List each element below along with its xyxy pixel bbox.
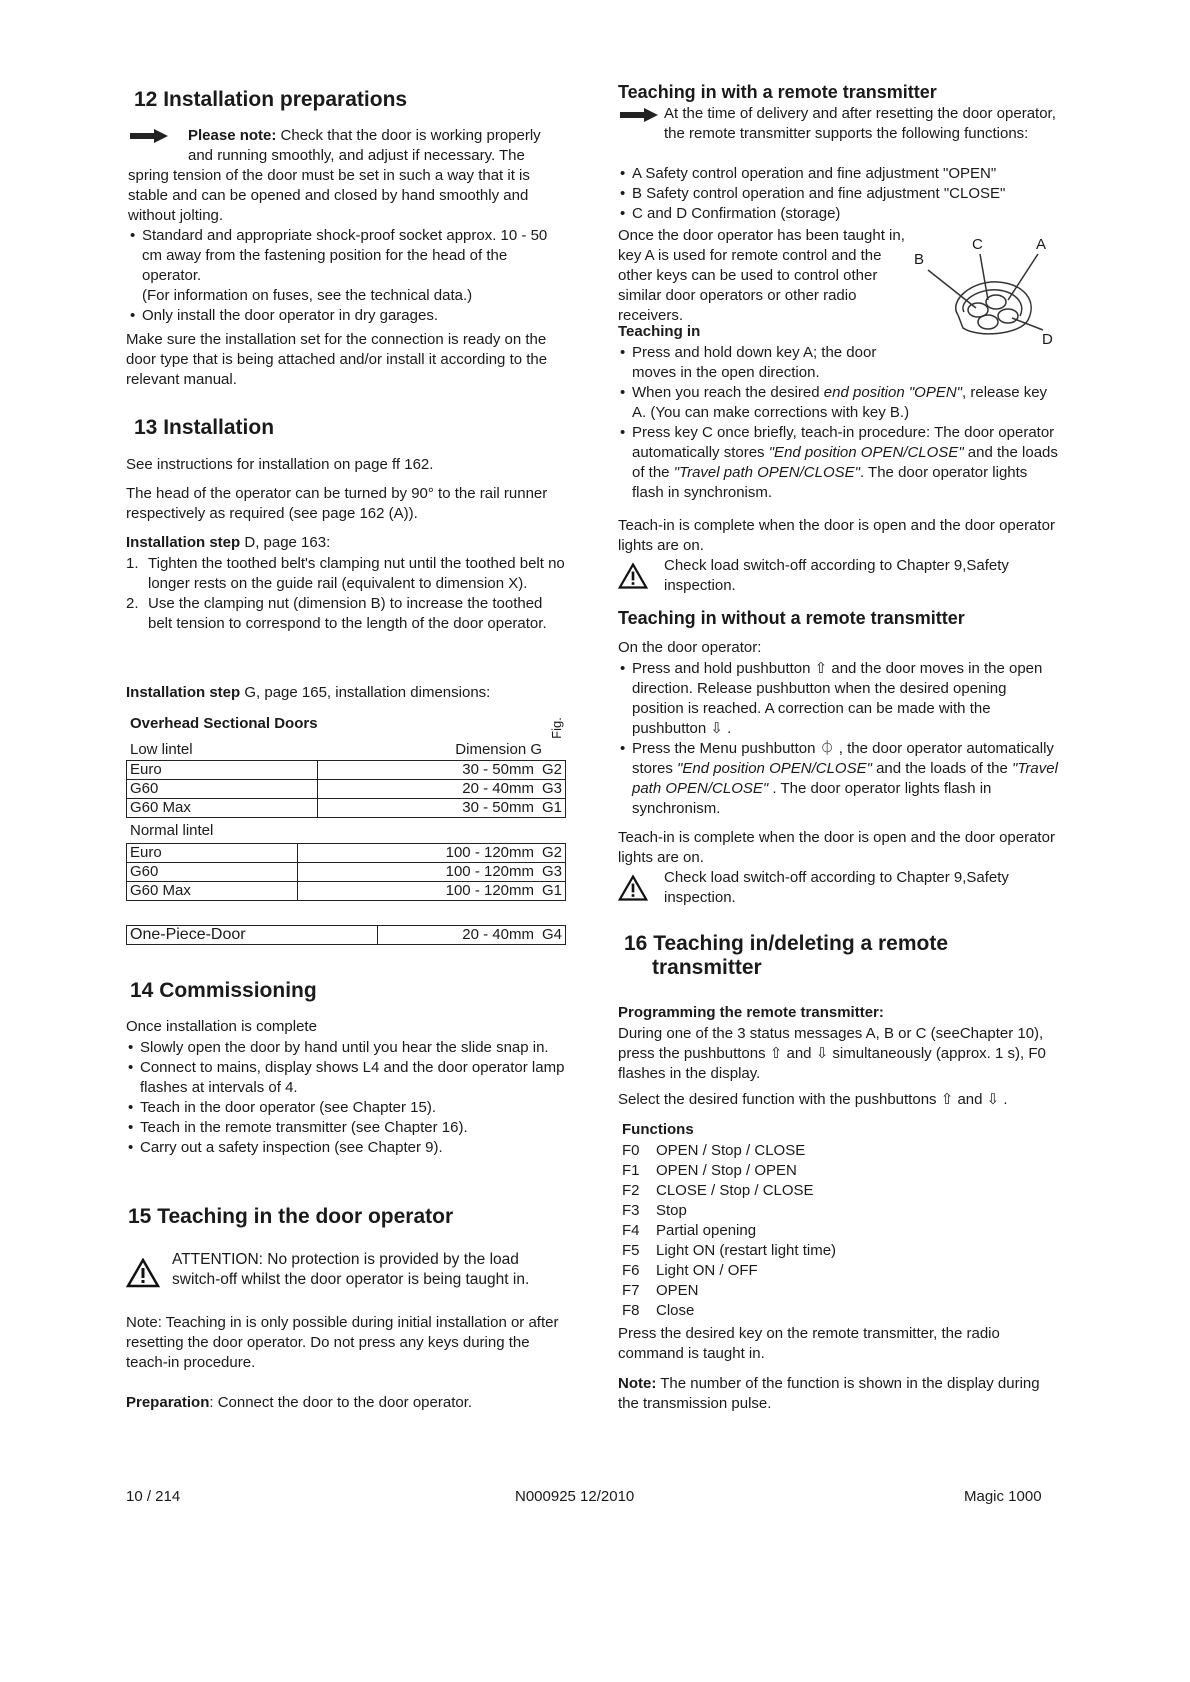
list-item: • B Safety control operation and fine adjustment "CLOSE" — [618, 184, 1058, 204]
without-remote-complete: Teach-in is complete when the door is open and the door operator lights are on. — [618, 829, 1055, 866]
list-item: • Teach in the door operator (see Chapter 15). — [126, 1098, 566, 1118]
install-steps — [126, 554, 566, 634]
dimension-header: Dimension G — [455, 741, 542, 758]
programming-text: During one of the 3 status messages A, B or C (seeChapter 10), press the pushbuttons ⇧ and ⇩ simultaneously (approx. 1 s), F0 flashes in the display. — [618, 1025, 1046, 1082]
list-item: F5 Light ON (restart light time) — [622, 1242, 837, 1259]
list-item: • Connect to mains, display shows L4 and the door operator lamp flashes at intervals of 4. — [126, 1058, 566, 1098]
list-item: F2 CLOSE / Stop / CLOSE — [622, 1182, 814, 1199]
press-key-text: Press the desired key on the remote transmitter, the radio command is taught in. — [618, 1325, 1000, 1362]
list-item: F3 Stop — [622, 1202, 687, 1219]
one-piece-table — [126, 925, 566, 945]
dimensions-table — [126, 714, 566, 945]
list-item: • Press key C once briefly, teach-in procedure: The door operator automatically stores "End position OPEN/CLOSE" and the loads of the "Travel path OPEN/CLOSE". The door operator lights flash in synchronism. — [618, 423, 1058, 503]
list-item: • Slowly open the door by hand until you hear the slide snap in. — [126, 1038, 566, 1058]
section-13-p1: See instructions for installation on page ff 162. — [126, 456, 434, 473]
without-remote-intro: On the door operator: — [618, 639, 762, 656]
section-12-closing: Make sure the installation set for the connection is ready on the door type that is being attached and/or install it according to the relevant manual. — [126, 331, 548, 388]
list-item: F8 Close — [622, 1302, 695, 1319]
remote-functions — [618, 164, 1058, 224]
list-item: • A Safety control operation and fine adjustment "OPEN" — [618, 164, 1058, 184]
install-step-d: Installation step D, page 163: — [126, 534, 331, 551]
list-item: • Carry out a safety inspection (see Chapter 9). — [126, 1138, 566, 1158]
document-number: N000925 12/2010 — [515, 1488, 635, 1505]
teaching-in-label: Teaching in — [618, 323, 701, 340]
remote-transmitter-illustration — [908, 230, 1068, 360]
low-lintel-table — [126, 760, 566, 818]
list-item: • Standard and appropriate shock-proof socket approx. 10 - 50 cm away from the fastening position for the head of the operator. (For information on fuses, see the technical data.) — [128, 226, 568, 306]
table-row: Euro 30 - 50mm G2 — [127, 761, 566, 780]
functions-list — [622, 1141, 1052, 1321]
section-12-note: Please note: Check that the door is working properly and running smoothly, and adjust if necessary. The spring tension of the door must be set in such a way that it is stable and can be opened and closed by hand smoothly and without jolting. — [128, 127, 541, 224]
remote-complete: Teach-in is complete when the door is open and the door operator lights are on. — [618, 517, 1055, 554]
section-13-p2: The head of the operator can be turned by 90° to the rail runner respectively as required (see page 162 (A)). — [126, 485, 548, 522]
fig-label: Fig. — [549, 717, 565, 739]
key-label-a: A — [1036, 236, 1047, 253]
list-item: • When you reach the desired end position "OPEN", release key A. (You can make corrections with key B.) — [618, 383, 1058, 423]
list-item: • Teach in the remote transmitter (see Chapter 16). — [126, 1118, 566, 1138]
functions-label: Functions — [622, 1121, 694, 1138]
key-label-b: B — [914, 251, 925, 268]
without-remote-title: Teaching in without a remote transmitter — [618, 608, 965, 628]
product-name: Magic 1000 — [964, 1488, 1042, 1505]
attention-box: ATTENTION: No protection is provided by the load switch-off whilst the door operator is being taught in. — [126, 1250, 566, 1290]
section-15-title: 15 Teaching in the door operator — [128, 1205, 454, 1228]
page-number: 10 / 214 — [126, 1488, 181, 1505]
list-item: 2. Use the clamping nut (dimension B) to increase the toothed belt tension to correspond to the length of the door operator. — [126, 595, 547, 632]
section-16-note: Note: The number of the function is shown in the display during the transmission pulse. — [618, 1375, 1040, 1412]
table-row: G60 Max 30 - 50mm G1 — [127, 799, 566, 818]
list-item: • Press and hold pushbutton ⇧ and the door moves in the open direction. Release pushbutton when the desired opening position is reached. A correction can be made with the pushbutton ⇩ . — [618, 659, 1058, 739]
teaching-in-steps — [618, 343, 1058, 503]
list-item: F6 Light ON / OFF — [622, 1262, 758, 1279]
warning-icon — [618, 874, 648, 902]
section-14-intro: Once installation is complete — [126, 1018, 317, 1035]
list-item: F1 OPEN / Stop / OPEN — [622, 1162, 797, 1179]
remote-warning: Check load switch-off according to Chapter 9,Safety inspection. — [618, 556, 1058, 596]
section-15-note: Note: Teaching in is only possible during initial installation or after resetting the door operator. Do not press any keys during the teach-in procedure. — [126, 1314, 559, 1371]
remote-once-taught: Once the door operator has been taught in, key A is used for remote control and the other keys can be used to control other similar door operators or other radio receivers. — [618, 227, 905, 324]
list-item: F7 OPEN — [622, 1282, 699, 1299]
section-14-bullets — [126, 1038, 566, 1158]
normal-lintel-label: Normal lintel — [130, 822, 214, 839]
section-12-bullets — [128, 226, 568, 326]
table-row: G60 Max 100 - 120mm G1 — [127, 882, 566, 901]
table-row: One-Piece-Door 20 - 40mm G4 — [127, 926, 566, 945]
section-14-title: 14 Commissioning — [130, 979, 317, 1002]
warning-icon — [618, 562, 648, 590]
table-row: Euro 100 - 120mm G2 — [127, 844, 566, 863]
list-item: • Press and hold down key A; the door moves in the open direction. — [618, 343, 892, 383]
table-title: Overhead Sectional Doors — [130, 715, 318, 732]
table-row: G60 20 - 40mm G3 — [127, 780, 566, 799]
table-row: G60 100 - 120mm G3 — [127, 863, 566, 882]
key-label-c: C — [972, 236, 983, 253]
arrow-right-icon — [130, 129, 168, 143]
arrow-right-icon — [620, 108, 658, 122]
install-step-g: Installation step G, page 165, installation dimensions: — [126, 684, 491, 701]
section-13-title: 13 Installation — [134, 416, 275, 439]
remote-title: Teaching in with a remote transmitter — [618, 82, 937, 102]
list-item: • Press the Menu pushbutton ⏀ , the door operator automatically stores "End position OPEN/CLOSE" and the loads of the "Travel path OPEN/CLOSE" . The door operator lights flash in synchronism. — [618, 739, 1058, 819]
select-function-text: Select the desired function with the pushbuttons ⇧ and ⇩ . — [618, 1091, 1008, 1108]
low-lintel-label: Low lintel — [130, 741, 193, 758]
list-item: • C and D Confirmation (storage) — [618, 204, 1058, 224]
section-16-title: 16 Teaching in/deleting a remote transmitter — [624, 932, 949, 979]
list-item: • Only install the door operator in dry garages. — [128, 306, 568, 326]
list-item: F0 OPEN / Stop / CLOSE — [622, 1142, 806, 1159]
list-item: F4 Partial opening — [622, 1222, 757, 1239]
without-remote-steps — [618, 659, 1058, 819]
normal-lintel-table — [126, 843, 566, 901]
without-remote-warning: Check load switch-off according to Chapter 9,Safety inspection. — [618, 868, 1058, 908]
key-label-d: D — [1042, 331, 1053, 348]
remote-intro: At the time of delivery and after resetting the door operator, the remote transmitter supports the following functions: — [618, 104, 1058, 144]
warning-icon — [126, 1258, 160, 1288]
section-15-preparation: Preparation: Connect the door to the door operator. — [126, 1394, 473, 1411]
section-12-title: 12 Installation preparations — [134, 88, 408, 111]
list-item: 1. Tighten the toothed belt's clamping nut until the toothed belt no longer rests on the guide rail (equivalent to dimension X). — [126, 555, 565, 592]
programming-label: Programming the remote transmitter: — [618, 1004, 884, 1021]
